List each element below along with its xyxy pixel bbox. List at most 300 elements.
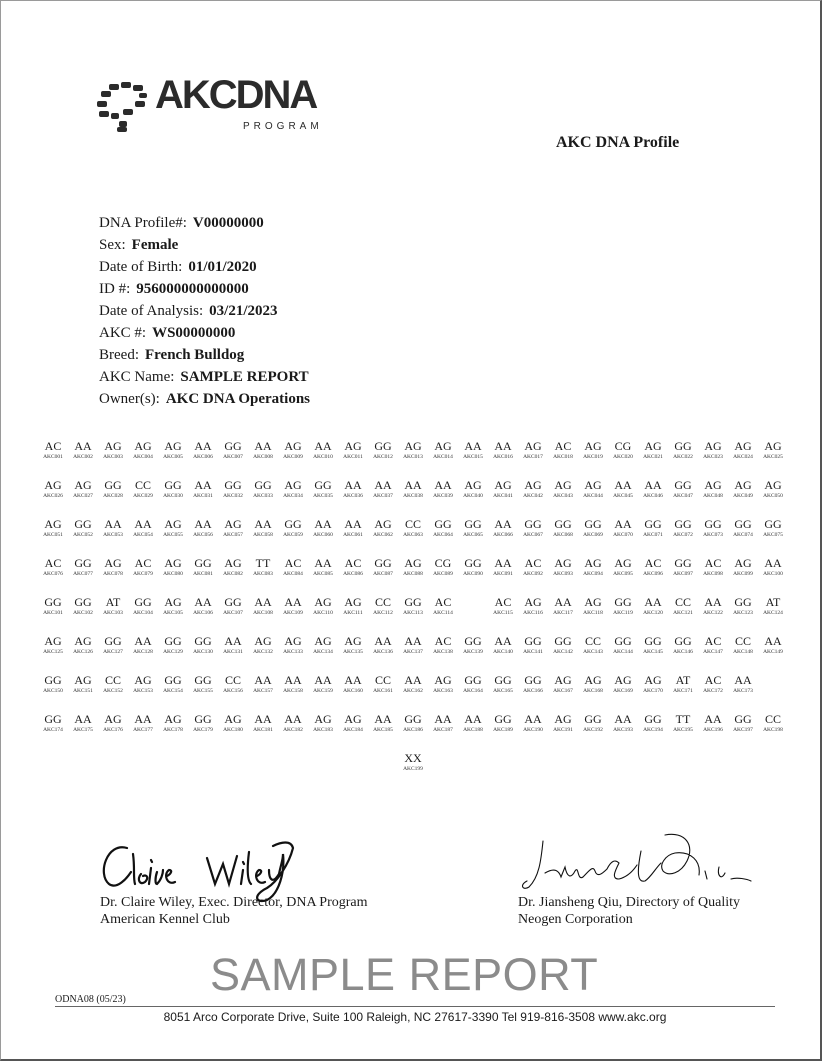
profile-label: Date of Birth: (99, 259, 183, 275)
marker-label: AKC026 (43, 493, 63, 499)
profile-label: Sex: (99, 237, 126, 253)
genotype-value: AA (224, 634, 242, 648)
genotype-cell (68, 673, 98, 712)
marker-label: AKC159 (313, 688, 333, 694)
marker-label: AKC099 (733, 571, 753, 577)
genotype-value: AG (284, 439, 302, 453)
marker-label: AKC006 (193, 454, 213, 460)
genotype-value: AA (254, 439, 272, 453)
marker-label: AKC043 (553, 493, 573, 499)
genotype-value: AA (284, 673, 302, 687)
marker-label: AKC186 (403, 727, 423, 733)
genotype-cell (128, 634, 158, 673)
genotype-cell (248, 517, 278, 556)
genotype-cell (68, 478, 98, 517)
profile-row (99, 258, 310, 280)
marker-label: AKC057 (223, 532, 243, 538)
genotype-value: AA (284, 712, 302, 726)
genotype-cell (548, 517, 578, 556)
marker-label: AKC067 (523, 532, 543, 538)
genotype-value: AA (494, 517, 512, 531)
marker-label: AKC045 (613, 493, 633, 499)
marker-label: AKC150 (43, 688, 63, 694)
marker-label: AKC135 (343, 649, 363, 655)
marker-label: AKC052 (73, 532, 93, 538)
genotype-cell (98, 439, 128, 478)
footer-divider (55, 1006, 775, 1007)
marker-label: AKC144 (613, 649, 633, 655)
genotype-cell (398, 634, 428, 673)
genotype-cell (128, 673, 158, 712)
marker-label: AKC028 (103, 493, 123, 499)
genotype-cell (248, 595, 278, 634)
genotype-value: AG (734, 439, 752, 453)
genotype-value: GG (494, 712, 512, 726)
signatory-left-title: Dr. Claire Wiley, Exec. Director, DNA Program (100, 895, 368, 910)
marker-label: AKC023 (703, 454, 723, 460)
marker-label: AKC051 (43, 532, 63, 538)
genotype-cell (638, 517, 668, 556)
marker-label: AKC184 (343, 727, 363, 733)
marker-label: AKC120 (643, 610, 663, 616)
genotype-value: AG (434, 439, 452, 453)
genotype-cell (308, 634, 338, 673)
genotype-cell (488, 517, 518, 556)
marker-label: AKC160 (343, 688, 363, 694)
genotype-cell (608, 673, 638, 712)
genotype-value: AA (614, 478, 632, 492)
genotype-cell (728, 712, 758, 751)
marker-label: AKC082 (223, 571, 243, 577)
genotype-value: AG (614, 673, 632, 687)
genotype-value: AA (194, 595, 212, 609)
marker-label: AKC033 (253, 493, 273, 499)
marker-label: AKC042 (523, 493, 543, 499)
marker-label: AKC091 (493, 571, 513, 577)
genotype-cell (668, 673, 698, 712)
genotype-value: AG (584, 439, 602, 453)
marker-label: AKC075 (763, 532, 783, 538)
genotype-cell (728, 634, 758, 673)
genotype-cell (188, 712, 218, 751)
marker-label: AKC101 (43, 610, 63, 616)
genotype-cell (758, 634, 788, 673)
genotype-value: AA (764, 556, 782, 570)
genotype-value: AA (404, 634, 422, 648)
marker-label: AKC112 (373, 610, 393, 616)
genotype-cell (398, 556, 428, 595)
genotype-value: AA (134, 634, 152, 648)
marker-label: AKC132 (253, 649, 273, 655)
genotype-value: AC (134, 556, 152, 570)
genotype-cell (578, 556, 608, 595)
genotype-value: AG (164, 439, 182, 453)
marker-label: AKC041 (493, 493, 513, 499)
genotype-cell (488, 439, 518, 478)
marker-label: AKC162 (403, 688, 423, 694)
signatory-left (100, 894, 368, 928)
genotype-value: AC (524, 556, 542, 570)
genotype-value: GG (464, 634, 482, 648)
genotype-cell (458, 673, 488, 712)
genotype-value: AA (314, 517, 332, 531)
marker-label: AKC100 (763, 571, 783, 577)
genotype-value: GG (434, 517, 452, 531)
genotype-value: AG (44, 517, 62, 531)
marker-label: AKC110 (313, 610, 333, 616)
profile-value: 03/21/2023 (209, 303, 278, 319)
marker-label: AKC102 (73, 610, 93, 616)
signatory-left-org: American Kennel Club (100, 912, 230, 927)
genotype-value: AA (74, 439, 92, 453)
genotype-value: GG (194, 634, 212, 648)
genotype-cell (338, 556, 368, 595)
profile-row (99, 236, 310, 258)
genotype-cell (728, 595, 758, 634)
genotype-cell (488, 712, 518, 751)
genotype-cell (608, 712, 638, 751)
signatory-right-org: Neogen Corporation (518, 912, 633, 927)
marker-label: AKC049 (733, 493, 753, 499)
genotype-cell (758, 712, 788, 751)
marker-label: AKC145 (643, 649, 663, 655)
genotype-value: AG (74, 634, 92, 648)
marker-label: AKC128 (133, 649, 153, 655)
marker-label: AKC020 (613, 454, 633, 460)
akc-dna-logo (95, 73, 355, 139)
genotype-value: GG (224, 439, 242, 453)
marker-label: AKC012 (373, 454, 393, 460)
genotype-value: AA (344, 673, 362, 687)
genotype-cell (278, 673, 308, 712)
genotype-value: AG (584, 673, 602, 687)
marker-label: AKC121 (673, 610, 693, 616)
genotype-cell (458, 556, 488, 595)
genotype-value: AG (494, 478, 512, 492)
marker-label: AKC116 (523, 610, 543, 616)
genotype-value: GG (44, 595, 62, 609)
genotype-cell (368, 712, 398, 751)
genotype-value: CC (404, 517, 421, 531)
genotype-value: AA (644, 595, 662, 609)
genotype-cell (308, 556, 338, 595)
genotype-value: AC (44, 556, 62, 570)
genotype-value: GG (224, 595, 242, 609)
genotype-value: AG (44, 634, 62, 648)
genotype-cell (668, 478, 698, 517)
marker-label: AKC123 (733, 610, 753, 616)
genotype-value: AG (164, 595, 182, 609)
genotype-value: AA (734, 673, 752, 687)
genotype-cell (368, 673, 398, 712)
genotype-value: AA (344, 517, 362, 531)
genotype-cell (248, 712, 278, 751)
genotype-value: AA (104, 517, 122, 531)
marker-label: AKC044 (583, 493, 603, 499)
genotype-value: AG (764, 478, 782, 492)
genotype-value: GG (524, 634, 542, 648)
marker-label: AKC172 (703, 688, 723, 694)
genotype-cell (248, 673, 278, 712)
marker-label: AKC060 (313, 532, 333, 538)
genotype-value: AG (374, 517, 392, 531)
genotype-value: AG (644, 673, 662, 687)
marker-label: AKC003 (103, 454, 123, 460)
profile-info (99, 214, 310, 412)
genotype-value: AG (104, 556, 122, 570)
genotype-value: GG (194, 712, 212, 726)
genotype-value: GG (644, 634, 662, 648)
marker-label: AKC062 (373, 532, 393, 538)
marker-label: AKC076 (43, 571, 63, 577)
genotype-cell (608, 595, 638, 634)
marker-label: AKC168 (583, 688, 603, 694)
genotype-cell (278, 517, 308, 556)
genotype-cell (218, 712, 248, 751)
genotype-value: GG (734, 517, 752, 531)
genotype-cell (308, 439, 338, 478)
marker-label: AKC131 (223, 649, 243, 655)
marker-label: AKC037 (373, 493, 393, 499)
genotype-value: AC (434, 595, 452, 609)
genotype-cell (98, 673, 128, 712)
marker-label: AKC136 (373, 649, 393, 655)
marker-label: AKC059 (283, 532, 303, 538)
marker-label: AKC058 (253, 532, 273, 538)
profile-label: Owner(s): (99, 391, 160, 407)
marker-label: AKC137 (403, 649, 423, 655)
marker-label: AKC153 (133, 688, 153, 694)
genotype-cell (368, 634, 398, 673)
genotype-value: AG (134, 439, 152, 453)
genotype-value: GG (524, 517, 542, 531)
genotype-value: AG (404, 556, 422, 570)
marker-label: AKC054 (133, 532, 153, 538)
genotype-value: AG (254, 634, 272, 648)
marker-label: AKC053 (103, 532, 123, 538)
genotype-value: AA (494, 439, 512, 453)
genotype-value: CC (374, 673, 391, 687)
genotype-cell (128, 712, 158, 751)
genotype-cell (608, 439, 638, 478)
marker-label: AKC017 (523, 454, 543, 460)
genotype-value: AG (404, 439, 422, 453)
genotype-value: AA (194, 517, 212, 531)
marker-label: AKC072 (673, 532, 693, 538)
genotype-cell (38, 712, 68, 751)
genotype-cell (68, 595, 98, 634)
genotype-value: AG (524, 439, 542, 453)
marker-label: AKC085 (313, 571, 333, 577)
genotype-value: GG (674, 478, 692, 492)
genotype-value: AA (644, 478, 662, 492)
genotype-cell (578, 439, 608, 478)
genotype-cell (428, 712, 458, 751)
marker-label: AKC016 (493, 454, 513, 460)
genotype-value: AT (765, 595, 781, 609)
genotype-cell (488, 595, 518, 634)
genotype-cell (218, 673, 248, 712)
marker-label: AKC007 (223, 454, 243, 460)
marker-label: AKC115 (493, 610, 513, 616)
genotype-cell (428, 595, 458, 634)
marker-label: AKC176 (103, 727, 123, 733)
marker-label: AKC004 (133, 454, 153, 460)
genotype-value: GG (254, 478, 272, 492)
marker-label: AKC143 (583, 649, 603, 655)
genotype-cell (68, 517, 98, 556)
genotype-cell (278, 634, 308, 673)
marker-label: AKC079 (133, 571, 153, 577)
marker-label: AKC086 (343, 571, 363, 577)
genotype-value: GG (584, 517, 602, 531)
genotype-value: AG (104, 712, 122, 726)
genotype-value: GG (44, 712, 62, 726)
genotype-cell (638, 673, 668, 712)
marker-label: AKC035 (313, 493, 333, 499)
genotype-cell (518, 439, 548, 478)
genotype-value: GG (164, 478, 182, 492)
genotype-cell (398, 712, 428, 751)
genotype-value: AC (704, 556, 722, 570)
marker-label: AKC193 (613, 727, 633, 733)
marker-label: AKC103 (103, 610, 123, 616)
genotype-value: AA (314, 439, 332, 453)
genotype-value: AG (314, 712, 332, 726)
marker-label: AKC170 (643, 688, 663, 694)
genotype-value: AA (344, 478, 362, 492)
genotype-cell (188, 439, 218, 478)
marker-label: AKC063 (403, 532, 423, 538)
profile-row (99, 390, 310, 412)
marker-label: AKC030 (163, 493, 183, 499)
genotype-value: AG (524, 595, 542, 609)
genotype-cell (38, 517, 68, 556)
marker-label: AKC127 (103, 649, 123, 655)
profile-value: V00000000 (192, 215, 264, 231)
marker-label: AKC068 (553, 532, 573, 538)
genotype-cell (428, 673, 458, 712)
genotype-cell (128, 556, 158, 595)
marker-label: AKC083 (253, 571, 273, 577)
marker-label: AKC196 (703, 727, 723, 733)
marker-label: AKC105 (163, 610, 183, 616)
genotype-cell (368, 439, 398, 478)
marker-label: AKC126 (73, 649, 93, 655)
genotype-value: AG (344, 712, 362, 726)
genotype-value: AG (224, 712, 242, 726)
genotype-value: GG (554, 634, 572, 648)
genotype-value: AC (554, 439, 572, 453)
marker-label: AKC096 (643, 571, 663, 577)
genotype-cell (98, 478, 128, 517)
genotype-value: AA (494, 634, 512, 648)
genotype-value: AC (494, 595, 512, 609)
marker-label: AKC141 (523, 649, 543, 655)
genotype-value: AA (74, 712, 92, 726)
genotype-cell (668, 517, 698, 556)
genotype-cell (98, 517, 128, 556)
genotype-value: AG (44, 478, 62, 492)
genotype-cell (608, 478, 638, 517)
genotype-cell (548, 556, 578, 595)
genotype-value: AA (254, 517, 272, 531)
genotype-value: AA (764, 634, 782, 648)
genotype-cell (518, 595, 548, 634)
marker-label: AKC151 (73, 688, 93, 694)
genotype-cell (578, 595, 608, 634)
marker-label: AKC011 (343, 454, 363, 460)
genotype-value: GG (74, 595, 92, 609)
marker-label: AKC092 (523, 571, 543, 577)
genotype-cell (698, 712, 728, 751)
genotype-cell (758, 517, 788, 556)
genotype-value: AA (194, 478, 212, 492)
marker-label: AKC118 (583, 610, 603, 616)
genotype-cell (518, 478, 548, 517)
genotype-value: TT (255, 556, 271, 570)
marker-label: AKC130 (193, 649, 213, 655)
genotype-value: GG (584, 712, 602, 726)
genotype-cell (698, 517, 728, 556)
marker-label: AKC158 (283, 688, 303, 694)
genotype-cell (458, 439, 488, 478)
genotype-value: GG (764, 517, 782, 531)
marker-label: AKC018 (553, 454, 573, 460)
genotype-value: CC (584, 634, 601, 648)
marker-label: AKC157 (253, 688, 273, 694)
marker-label: AKC148 (733, 649, 753, 655)
genotype-value: AA (254, 673, 272, 687)
marker-label: AKC025 (763, 454, 783, 460)
genotype-value: GG (674, 439, 692, 453)
marker-label: AKC073 (703, 532, 723, 538)
genotype-cell (398, 478, 428, 517)
marker-label: AKC125 (43, 649, 63, 655)
marker-label: AKC180 (223, 727, 243, 733)
genotype-value: CG (434, 556, 452, 570)
marker-label: AKC029 (133, 493, 153, 499)
genotype-cell (668, 595, 698, 634)
genotype-value: AG (224, 517, 242, 531)
genotype-cell (638, 556, 668, 595)
genotype-value: GG (104, 634, 122, 648)
genotype-cell (248, 556, 278, 595)
profile-row (99, 302, 310, 324)
genotype-value: CC (224, 673, 241, 687)
genotype-value: AA (404, 673, 422, 687)
marker-label: AKC185 (373, 727, 393, 733)
genotype-cell (68, 712, 98, 751)
genotype-value: GG (374, 556, 392, 570)
genotype-value: AC (644, 556, 662, 570)
genotype-cell (698, 673, 728, 712)
marker-label: AKC034 (283, 493, 303, 499)
marker-label: AKC188 (463, 727, 483, 733)
marker-label: AKC064 (433, 532, 453, 538)
genotype-cell (158, 439, 188, 478)
genotype-cell (218, 517, 248, 556)
genotype-cell (428, 517, 458, 556)
marker-label: AKC169 (613, 688, 633, 694)
marker-label: AKC189 (493, 727, 513, 733)
genotype-cell (158, 673, 188, 712)
genotype-value: GG (224, 478, 242, 492)
genotype-value: GG (674, 556, 692, 570)
profile-label: Breed: (99, 347, 139, 363)
genotype-value: AT (105, 595, 121, 609)
genotype-value: AA (254, 595, 272, 609)
